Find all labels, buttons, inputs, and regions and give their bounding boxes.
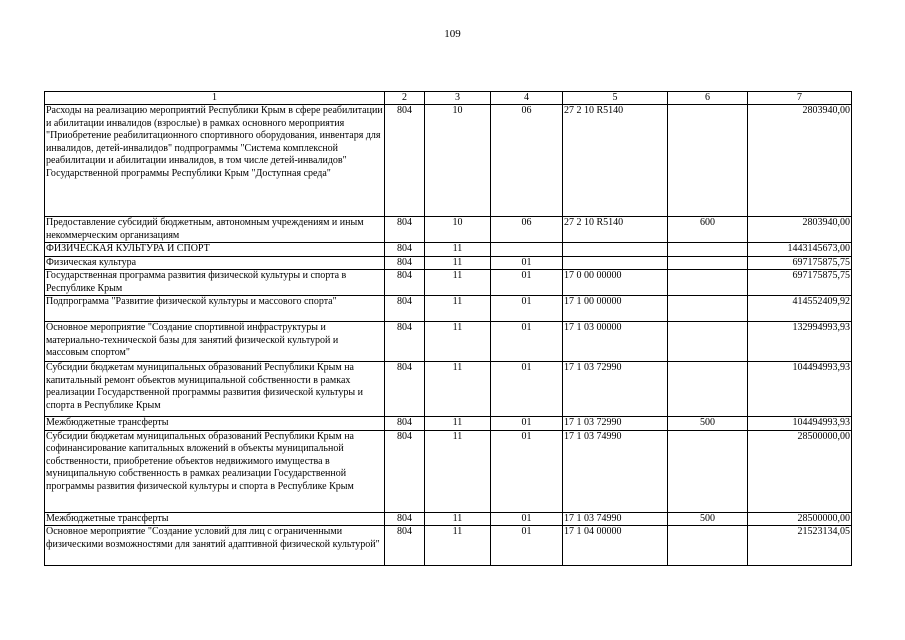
row-vr [668, 256, 748, 270]
row-name: Государственная программа развития физической культуры и спорта в Республике Крым [45, 270, 385, 296]
row-gr: 804 [385, 322, 425, 362]
table-row [45, 362, 852, 417]
row-rz: 11 [425, 296, 491, 322]
row-vr [668, 430, 748, 512]
header-cell: 2 [385, 92, 425, 105]
row-rz: 11 [425, 430, 491, 512]
row-pr [491, 243, 563, 257]
row-pr: 01 [491, 512, 563, 526]
row-csr [563, 243, 668, 257]
row-gr: 804 [385, 256, 425, 270]
row-sum: 414552409,92 [748, 296, 852, 322]
row-csr: 17 0 00 00000 [563, 270, 668, 296]
table-header-row [45, 92, 852, 105]
row-csr: 17 1 03 74990 [563, 512, 668, 526]
row-rz: 11 [425, 526, 491, 566]
row-gr: 804 [385, 526, 425, 566]
row-pr: 01 [491, 417, 563, 431]
row-rz: 11 [425, 256, 491, 270]
row-vr [668, 105, 748, 217]
row-vr: 600 [668, 217, 748, 243]
row-gr: 804 [385, 362, 425, 417]
row-sum: 132994993,93 [748, 322, 852, 362]
row-sum: 697175875,75 [748, 270, 852, 296]
row-vr [668, 243, 748, 257]
row-pr: 01 [491, 322, 563, 362]
row-csr: 17 1 04 00000 [563, 526, 668, 566]
row-sum: 2803940,00 [748, 217, 852, 243]
row-csr: 17 1 00 00000 [563, 296, 668, 322]
row-gr: 804 [385, 105, 425, 217]
row-gr: 804 [385, 243, 425, 257]
row-pr: 01 [491, 526, 563, 566]
table-row [45, 430, 852, 512]
row-name: Расходы на реализацию мероприятий Республики Крым в сфере реабилитации и абилитации инвалидов (взрослые) в рамках основного мероприятия "Приобретение реабилитационного спортивного оборудования, инвентаря для инвалидов, детей-инвалидов" подпрограммы "Система комплексной реабилитации и абилитации инвалидов, в том числе детей-инвалидов" Государственной программы Республики Крым "Доступная среда" [45, 105, 385, 217]
table-row [45, 526, 852, 566]
row-pr: 01 [491, 362, 563, 417]
table-row [45, 417, 852, 431]
row-gr: 804 [385, 217, 425, 243]
row-sum: 697175875,75 [748, 256, 852, 270]
row-rz: 11 [425, 362, 491, 417]
header-cell: 3 [425, 92, 491, 105]
row-sum: 104494993,93 [748, 417, 852, 431]
row-gr: 804 [385, 270, 425, 296]
row-csr: 17 1 03 72990 [563, 417, 668, 431]
page-number: 109 [444, 28, 461, 40]
table-row [45, 256, 852, 270]
row-rz: 10 [425, 217, 491, 243]
row-gr: 804 [385, 296, 425, 322]
row-rz: 11 [425, 322, 491, 362]
row-csr: 17 1 03 00000 [563, 322, 668, 362]
row-sum: 21523134,05 [748, 526, 852, 566]
row-sum: 28500000,00 [748, 512, 852, 526]
row-csr: 27 2 10 R5140 [563, 217, 668, 243]
row-rz: 11 [425, 270, 491, 296]
row-rz: 11 [425, 243, 491, 257]
row-csr: 27 2 10 R5140 [563, 105, 668, 217]
header-cell: 4 [491, 92, 563, 105]
row-name: Физическая культура [45, 256, 385, 270]
row-vr [668, 322, 748, 362]
row-pr: 01 [491, 296, 563, 322]
row-csr: 17 1 03 72990 [563, 362, 668, 417]
row-name: Основное мероприятие "Создание спортивной инфраструктуры и материально-технической базы для занятий физической культурой и массовым спортом" [45, 322, 385, 362]
row-sum: 28500000,00 [748, 430, 852, 512]
row-gr: 804 [385, 417, 425, 431]
row-pr: 06 [491, 105, 563, 217]
row-pr: 01 [491, 270, 563, 296]
table-row [45, 296, 852, 322]
row-csr: 17 1 03 74990 [563, 430, 668, 512]
header-cell: 6 [668, 92, 748, 105]
row-vr: 500 [668, 417, 748, 431]
table-row [45, 270, 852, 296]
row-rz: 11 [425, 512, 491, 526]
row-name: Межбюджетные трансферты [45, 512, 385, 526]
row-sum: 1443145673,00 [748, 243, 852, 257]
row-vr [668, 362, 748, 417]
header-cell: 1 [45, 92, 385, 105]
row-gr: 804 [385, 512, 425, 526]
row-name: Субсидии бюджетам муниципальных образований Республики Крым на капитальный ремонт объектов муниципальной собственности в рамках реализации Государственной программы развития физической культуры и спорта в Республике Крым [45, 362, 385, 417]
row-name: Межбюджетные трансферты [45, 417, 385, 431]
row-vr [668, 526, 748, 566]
row-vr: 500 [668, 512, 748, 526]
budget-table [44, 91, 852, 566]
table-row [45, 512, 852, 526]
row-vr [668, 296, 748, 322]
row-pr: 06 [491, 217, 563, 243]
row-pr: 01 [491, 430, 563, 512]
table-row [45, 243, 852, 257]
row-name: Подпрограмма "Развитие физической культуры и массового спорта" [45, 296, 385, 322]
row-pr: 01 [491, 256, 563, 270]
row-sum: 104494993,93 [748, 362, 852, 417]
header-cell: 5 [563, 92, 668, 105]
row-sum: 2803940,00 [748, 105, 852, 217]
table-row [45, 217, 852, 243]
header-cell: 7 [748, 92, 852, 105]
row-name: ФИЗИЧЕСКАЯ КУЛЬТУРА И СПОРТ [45, 243, 385, 257]
table-row [45, 322, 852, 362]
row-rz: 10 [425, 105, 491, 217]
row-gr: 804 [385, 430, 425, 512]
table-row [45, 105, 852, 217]
row-csr [563, 256, 668, 270]
row-vr [668, 270, 748, 296]
row-name: Основное мероприятие "Создание условий для лиц с ограниченными физическими возможностями для занятий адаптивной физической культурой" [45, 526, 385, 566]
row-name: Субсидии бюджетам муниципальных образований Республики Крым на софинансирование капитальных вложений в объекты муниципальной собственности, приобретение объектов недвижимого имущества в муниципальную собственность в рамках реализации Государственной программы развития физической культуры и спорта в Республике Крым [45, 430, 385, 512]
row-name: Предоставление субсидий бюджетным, автономным учреждениям и иным некоммерческим организациям [45, 217, 385, 243]
row-rz: 11 [425, 417, 491, 431]
